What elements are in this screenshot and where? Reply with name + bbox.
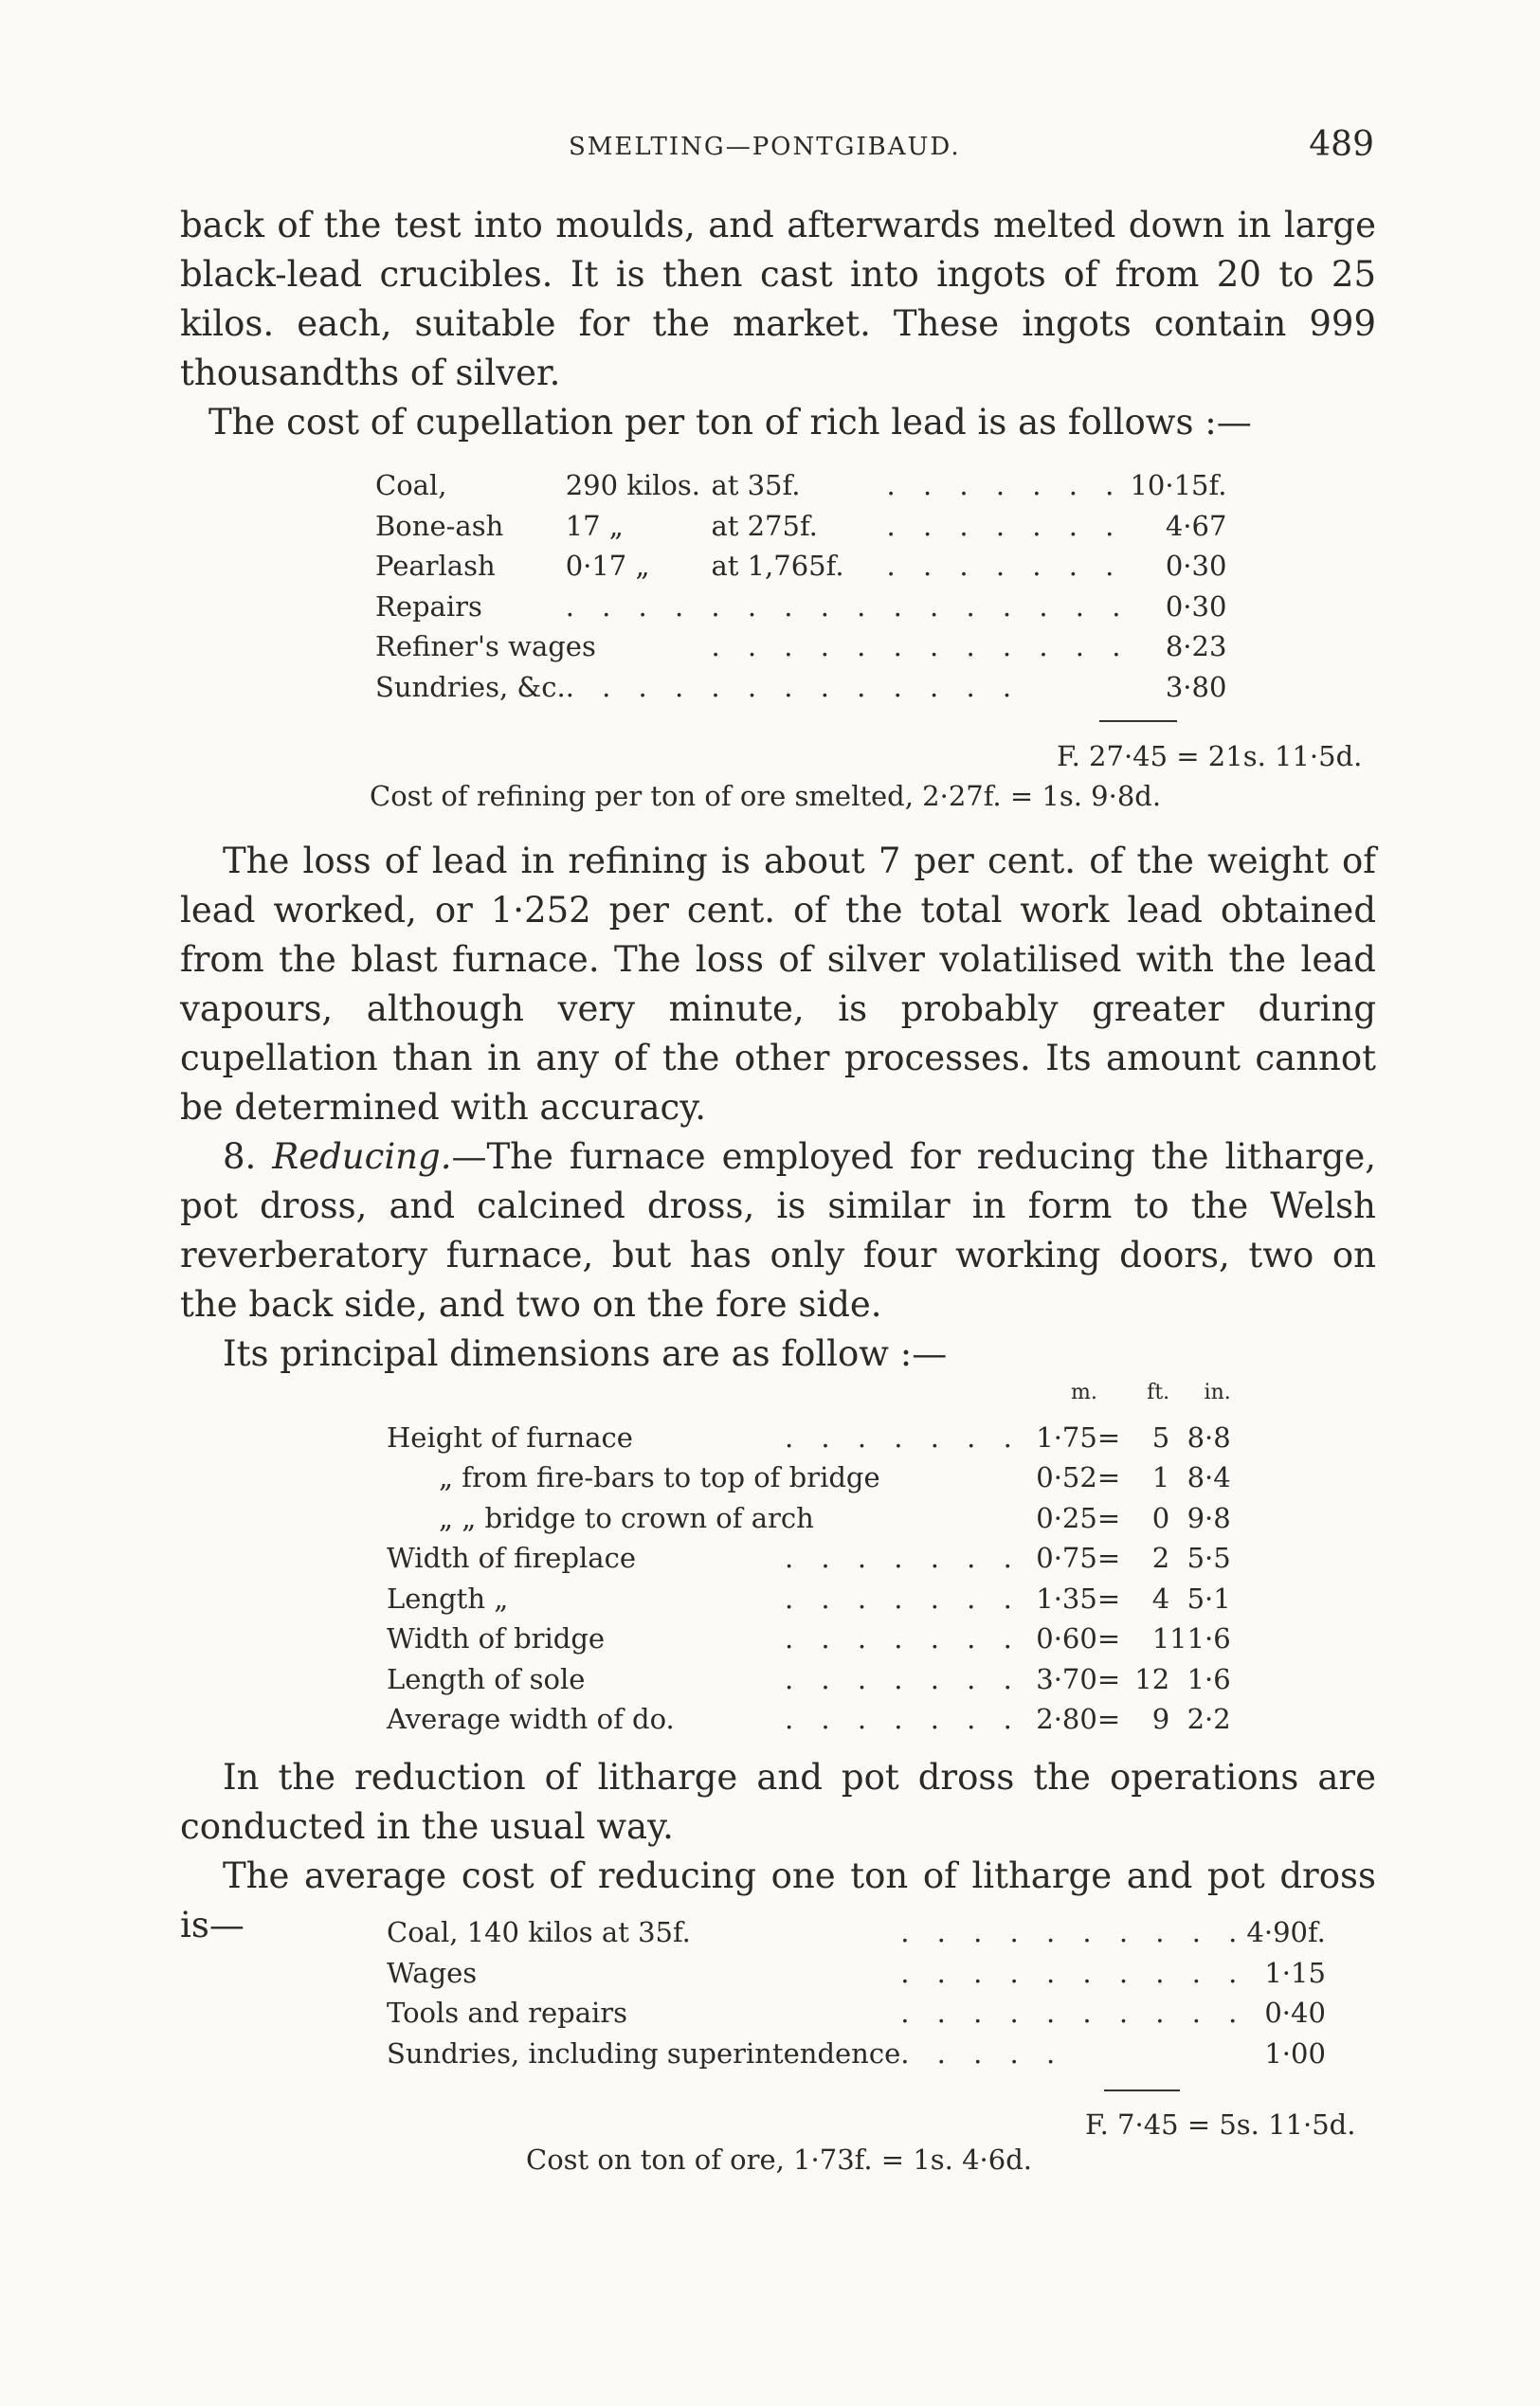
item-cell: Repairs — [375, 589, 482, 623]
table-row: Width of fireplace . . . . . . . 0·75 = 2 5·5 — [387, 1542, 1231, 1583]
item-cell: Coal, — [375, 469, 447, 501]
inches-cell: 2·2 — [1187, 1703, 1231, 1735]
metres-cell: 1·75 — [1036, 1420, 1097, 1454]
leader-dots: . . . . . . . — [785, 1420, 1022, 1454]
sum-rule — [1099, 720, 1177, 722]
metres-cell: 0·52 — [1036, 1461, 1097, 1493]
table-row: „ „ bridge to crown of arch 0·25 = 0 9·8 — [387, 1502, 1231, 1543]
intro-text — [180, 201, 1376, 447]
value-cell: 4·90f. — [1246, 1916, 1326, 1948]
feet-cell: 5 — [1151, 1420, 1170, 1454]
rate-cell: at 275f. — [711, 509, 818, 542]
item-cell: Sundries, including superintendence — [387, 2036, 901, 2070]
inches-cell: 1·6 — [1187, 1662, 1231, 1695]
paragraph: The average cost of reducing one ton of litharge and pot dross is— — [180, 1855, 1376, 1945]
body-text — [180, 837, 1376, 1379]
leader-dots: . . . . . . . . . . — [900, 1916, 1247, 1948]
value-cell: 1·15 — [1264, 1956, 1326, 1989]
inches-cell: 9·8 — [1187, 1501, 1231, 1534]
leader-dots: . . . . . . . . . . . . — [711, 630, 1131, 662]
value-cell: 3·80 — [1165, 670, 1227, 703]
table-row — [387, 1957, 1326, 1998]
table-row — [375, 590, 1226, 631]
table-row: „ from fire-bars to top of bridge 0·52 = 1 8·4 — [387, 1461, 1231, 1502]
table-row: Average width of do. . . . . . . . 2·80 = 9 2·2 — [387, 1703, 1231, 1744]
leader-dots: . . . . . . . — [886, 469, 1124, 501]
feet-cell: 1 — [1151, 1622, 1170, 1655]
rate-cell: at 35f. — [711, 469, 801, 501]
feet-cell: 2 — [1151, 1542, 1170, 1574]
value-cell: 0·30 — [1165, 550, 1227, 582]
leader-dots: . . . . . . . . . . — [900, 1956, 1247, 1989]
rate-cell: at 1,765f. — [711, 550, 844, 582]
metres-cell: 0·25 — [1036, 1501, 1097, 1534]
unit-m: m. — [1070, 1381, 1097, 1404]
paragraph: Its principal dimensions are as follow :— — [223, 1333, 948, 1374]
item-cell: Wages — [387, 1956, 478, 1989]
metres-cell: 0·60 — [1036, 1622, 1097, 1655]
qty-cell: 17 „ — [565, 509, 624, 542]
label-cell: Length of sole — [387, 1662, 586, 1695]
table-row — [387, 1916, 1326, 1957]
feet-cell: 4 — [1151, 1582, 1170, 1615]
table-row: Width of bridge . . . . . . . 0·60 = 1 11·6 — [387, 1622, 1231, 1663]
value-cell: 10·15f. — [1130, 469, 1227, 501]
label-cell: Length „ — [387, 1582, 509, 1615]
table-row — [375, 671, 1226, 712]
value-cell: 0·40 — [1264, 1997, 1326, 2029]
table-row: Length „ . . . . . . . 1·35 = 4 5·1 — [387, 1583, 1231, 1623]
table-row — [375, 550, 1226, 590]
value-cell: 0·30 — [1165, 589, 1227, 623]
table-row — [375, 469, 1226, 510]
leader-dots: . . . . . . . — [785, 1542, 1022, 1574]
qty-cell: 0·17 „ — [565, 550, 650, 582]
table-row — [387, 2037, 1326, 2078]
inches-cell: 11·6 — [1169, 1622, 1231, 1655]
reducing-per-ore: Cost on ton of ore, 1·73f. = 1s. 4·6d. — [526, 2144, 1032, 2176]
cupellation-total: F. 27·45 = 21s. 11·5d. — [1057, 740, 1363, 772]
table-row — [387, 1997, 1326, 2037]
inches-cell: 8·8 — [1187, 1420, 1231, 1454]
label-cell: Height of furnace — [387, 1420, 633, 1454]
paragraph: The cost of cupellation per ton of rich lead is as follows :— — [208, 402, 1252, 443]
label-cell: Width of fireplace — [387, 1542, 636, 1574]
item-cell: Refiner's wages — [375, 630, 596, 662]
feet-cell: 12 — [1134, 1662, 1170, 1695]
label-cell: „ „ bridge to crown of arch — [439, 1501, 814, 1534]
value-cell: 8·23 — [1165, 630, 1227, 662]
qty-cell: 290 kilos. — [565, 469, 700, 501]
label-cell: Average width of do. — [387, 1703, 675, 1735]
leader-dots: . . . . . . . — [785, 1662, 1022, 1695]
item-cell: Pearlash — [375, 550, 496, 582]
inches-cell: 5·5 — [1187, 1542, 1231, 1574]
label-cell: „ from fire-bars to top of bridge — [439, 1461, 880, 1493]
value-cell: 1·00 — [1264, 2036, 1326, 2070]
leader-dots: . . . . . . . — [785, 1703, 1022, 1735]
paragraph: back of the test into moulds, and afterwards melted down in large black-lead crucibles. It is then cast into ingots of from 20 to 25 kilos. each, suitable for the market. These ingots contain 999 thousandths of silver. — [180, 205, 1376, 393]
section-text: —The furnace employed for reducing the litharge, pot dross, and calcined dross, is similar in form to the Welsh reverberatory furnace, but has only four working doors, two on the back side, and two on the fore side. — [180, 1136, 1376, 1325]
feet-cell: 0 — [1151, 1501, 1170, 1534]
running-title: SMELTING—PONTGIBAUD. — [569, 133, 961, 161]
reducing-total: F. 7·45 = 5s. 11·5d. — [1085, 2108, 1356, 2141]
feet-cell: 9 — [1151, 1703, 1170, 1735]
metres-cell: 1·35 — [1036, 1582, 1097, 1615]
leader-dots: . . . . . . . . . . . . . . . . — [565, 589, 1131, 623]
table-row: Length of sole . . . . . . . 3·70 = 12 1·6 — [387, 1663, 1231, 1704]
metres-cell: 3·70 — [1036, 1662, 1097, 1695]
cupellation-per-ore: Cost of refining per ton of ore smelted, 2·27f. = 1s. 9·8d. — [370, 780, 1162, 812]
item-cell: Sundries, &c. — [375, 670, 566, 703]
label-cell: Width of bridge — [387, 1622, 606, 1655]
section-number: 8. — [223, 1136, 257, 1177]
leader-dots: . . . . . — [900, 2036, 1065, 2070]
leader-dots: . . . . . . . . . . — [900, 1997, 1247, 2029]
item-cell: Bone-ash — [375, 509, 504, 542]
leader-dots: . . . . . . . . . . . . . — [565, 670, 1022, 703]
item-cell: Coal, 140 kilos at 35f. — [387, 1916, 691, 1948]
paragraph: In the reduction of litharge and pot dross the operations are conducted in the usual way. — [180, 1757, 1376, 1847]
unit-ft: ft. — [1147, 1381, 1170, 1404]
inches-cell: 8·4 — [1187, 1461, 1231, 1493]
page-number: 489 — [1309, 125, 1374, 164]
leader-dots: . . . . . . . — [785, 1622, 1022, 1655]
units-row — [387, 1381, 1231, 1421]
dimensions-table — [387, 1381, 1231, 1744]
leader-dots: . . . . . . . — [886, 509, 1124, 542]
table-row — [375, 510, 1226, 551]
sum-rule — [1104, 2089, 1180, 2091]
leader-dots: . . . . . . . — [785, 1582, 1022, 1615]
value-cell: 4·67 — [1165, 509, 1227, 542]
reducing-cost-table — [387, 1916, 1326, 2077]
unit-in: in. — [1204, 1381, 1231, 1404]
metres-cell: 2·80 — [1036, 1703, 1097, 1735]
table-row — [375, 630, 1226, 671]
inches-cell: 5·1 — [1187, 1582, 1231, 1615]
paragraph: The loss of lead in refining is about 7 per cent. of the weight of lead worked, or 1·252 per cent. of the total work lead obtained from the blast furnace. The loss of silver volatilised with the lead vapours, although very minute, is probably greater during cupellation than in any of the other processes. Its amount cannot be determined with accuracy. — [180, 841, 1376, 1128]
metres-cell: 0·75 — [1036, 1542, 1097, 1574]
paragraph — [180, 1132, 1376, 1330]
cupellation-cost-table — [375, 469, 1226, 711]
table-row: Height of furnace . . . . . . . 1·75 = 5 8·8 — [387, 1421, 1231, 1462]
item-cell: Tools and repairs — [387, 1997, 628, 2029]
section-title: Reducing. — [272, 1136, 452, 1177]
page-header — [180, 125, 1374, 180]
feet-cell: 1 — [1151, 1461, 1170, 1493]
leader-dots: . . . . . . . — [886, 550, 1124, 582]
